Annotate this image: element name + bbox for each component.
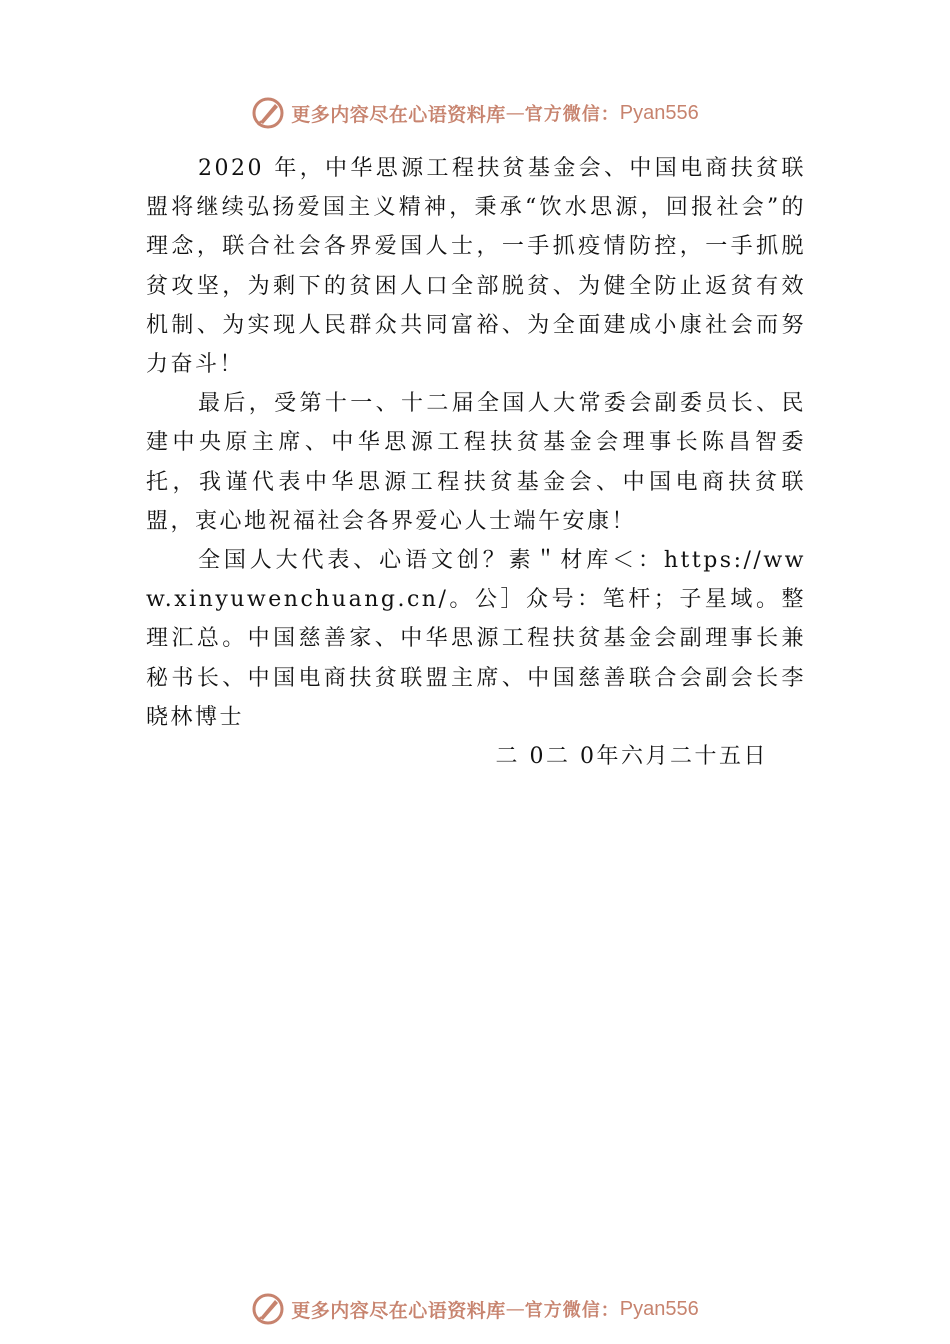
letter-body [146,149,806,776]
banner-wechat-label: 官方微信： [524,104,620,125]
banner-wechat-label: 官方微信： [524,1300,620,1321]
banner-separator: — [505,1298,525,1320]
letter-date: 二 0二 0年六月二十五日 [495,744,768,770]
banner-separator: — [505,102,525,124]
quill-pen-logo-icon [251,1292,285,1326]
banner-wechat-id: Pyan556 [619,1297,699,1320]
banner-main-text: 更多内容尽在心语资料库 [291,103,506,126]
footer-watermark-banner [0,1289,950,1329]
header-watermark-banner [0,93,950,133]
paragraph-2: 最后，受第十一、十二届全国人大常委会副委员长、民建中央原主席、中华思源工程扶贫基金会理事长陈昌智委托，我谨代表中华思源工程扶贫基金会、中国电商扶贫联盟，衷心地祝福社会各界爱心人士端午安康！ [146,391,806,534]
quill-pen-logo-icon [251,96,285,130]
paragraph-3: 全国人大代表、心语文创？素＂材库＜：https://www.xinyuwenchuang.cn/。公］众号：笔杆；子星域。整理汇总。中国慈善家、中华思源工程扶贫基金会副理事长兼秘书长、中国电商扶贫联盟主席、中国慈善联合会副会长李晓林博士 [146,548,806,730]
banner-wechat-id: Pyan556 [619,101,699,124]
banner-main-text: 更多内容尽在心语资料库 [291,1299,506,1322]
paragraph-1: 2020 年，中华思源工程扶贫基金会、中国电商扶贫联盟将继续弘扬爱国主义精神，秉承“饮水思源，回报社会”的理念，联合社会各界爱国人士，一手抓疫情防控，一手抓脱贫攻坚，为剩下的贫困人口全部脱贫、为健全防止返贫有效机制、为实现人民群众共同富裕、为全面建成小康社会而努力奋斗！ [146,156,806,378]
